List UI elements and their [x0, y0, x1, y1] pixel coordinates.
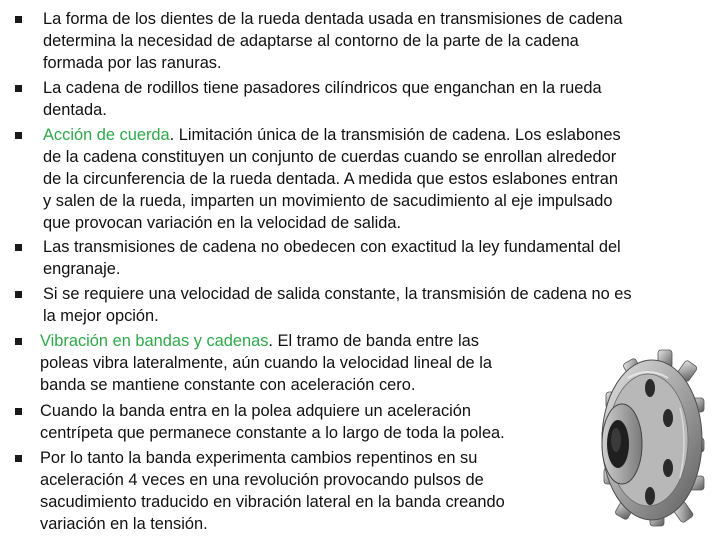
bullet-text: [43, 77, 602, 121]
text-line: banda se mantiene constante con aceleración cero.: [40, 376, 416, 394]
text-line: poleas vibra lateralmente, aún cuando la velocidad lineal de la: [40, 354, 492, 372]
bullet-text: [40, 447, 505, 535]
highlight-term: Acción de cuerda: [43, 126, 170, 144]
text-line: La cadena de rodillos tiene pasadores cilíndricos que enganchan en la rueda: [43, 79, 602, 97]
text-line: Cuando la banda entra en la polea adquiere un aceleración: [40, 402, 472, 420]
text-line: [43, 124, 621, 146]
bullet-text: [43, 124, 621, 234]
text-fragment: . El tramo de banda entre las: [268, 332, 479, 350]
text-line: dentada.: [43, 101, 107, 119]
text-line: [40, 330, 492, 352]
text-line: Las transmisiones de cadena no obedecen con exactitud la ley fundamental del: [43, 238, 621, 256]
text-line: de la circunferencia de la rueda dentada. A medida que estos eslabones entran: [43, 170, 618, 188]
text-line: variación en la tensión.: [40, 515, 208, 533]
sprocket-image: [588, 348, 706, 528]
bullet-marker-icon: [15, 85, 22, 92]
text-fragment: . Limitación única de la transmisión de cadena. Los eslabones: [169, 126, 621, 144]
text-line: sacudimiento traducido en vibración lateral en la banda creando: [40, 493, 505, 511]
text-line: La forma de los dientes de la rueda dentada usada en transmisiones de cadena: [43, 10, 623, 28]
text-line: la mejor opción.: [43, 307, 159, 325]
text-line: determina la necesidad de adaptarse al contorno de la parte de la cadena: [43, 32, 579, 50]
bullet-marker-icon: [15, 291, 22, 298]
highlight-term: Vibración en bandas y cadenas: [40, 332, 269, 350]
text-line: Por lo tanto la banda experimenta cambios repentinos en su: [40, 449, 478, 467]
text-line: de la cadena constituyen un conjunto de cuerdas cuando se enrollan alrededor: [43, 148, 617, 166]
bullet-marker-icon: [15, 408, 22, 415]
bullet-text: [43, 8, 623, 74]
text-line: y salen de la rueda, imparten un movimiento de sacudimiento al eje impulsado: [43, 192, 613, 210]
text-line: formada por las ranuras.: [43, 54, 222, 72]
bullet-text: [43, 283, 632, 327]
bullet-marker-icon: [15, 132, 22, 139]
bullet-marker-icon: [15, 16, 22, 23]
bullet-text: [40, 400, 505, 444]
text-line: centrípeta que permanece constante a lo largo de toda la polea.: [40, 424, 505, 442]
text-line: engranaje.: [43, 260, 121, 278]
text-line: que provocan variación en la velocidad de salida.: [43, 214, 402, 232]
bullet-text: [40, 330, 492, 396]
bullet-marker-icon: [15, 338, 22, 345]
text-line: Si se requiere una velocidad de salida constante, la transmisión de cadena no es: [43, 285, 632, 303]
bullet-text: [43, 236, 621, 280]
bullet-marker-icon: [15, 244, 22, 251]
text-line: aceleración 4 veces en una revolución provocando pulsos de: [40, 471, 484, 489]
bullet-marker-icon: [15, 455, 22, 462]
